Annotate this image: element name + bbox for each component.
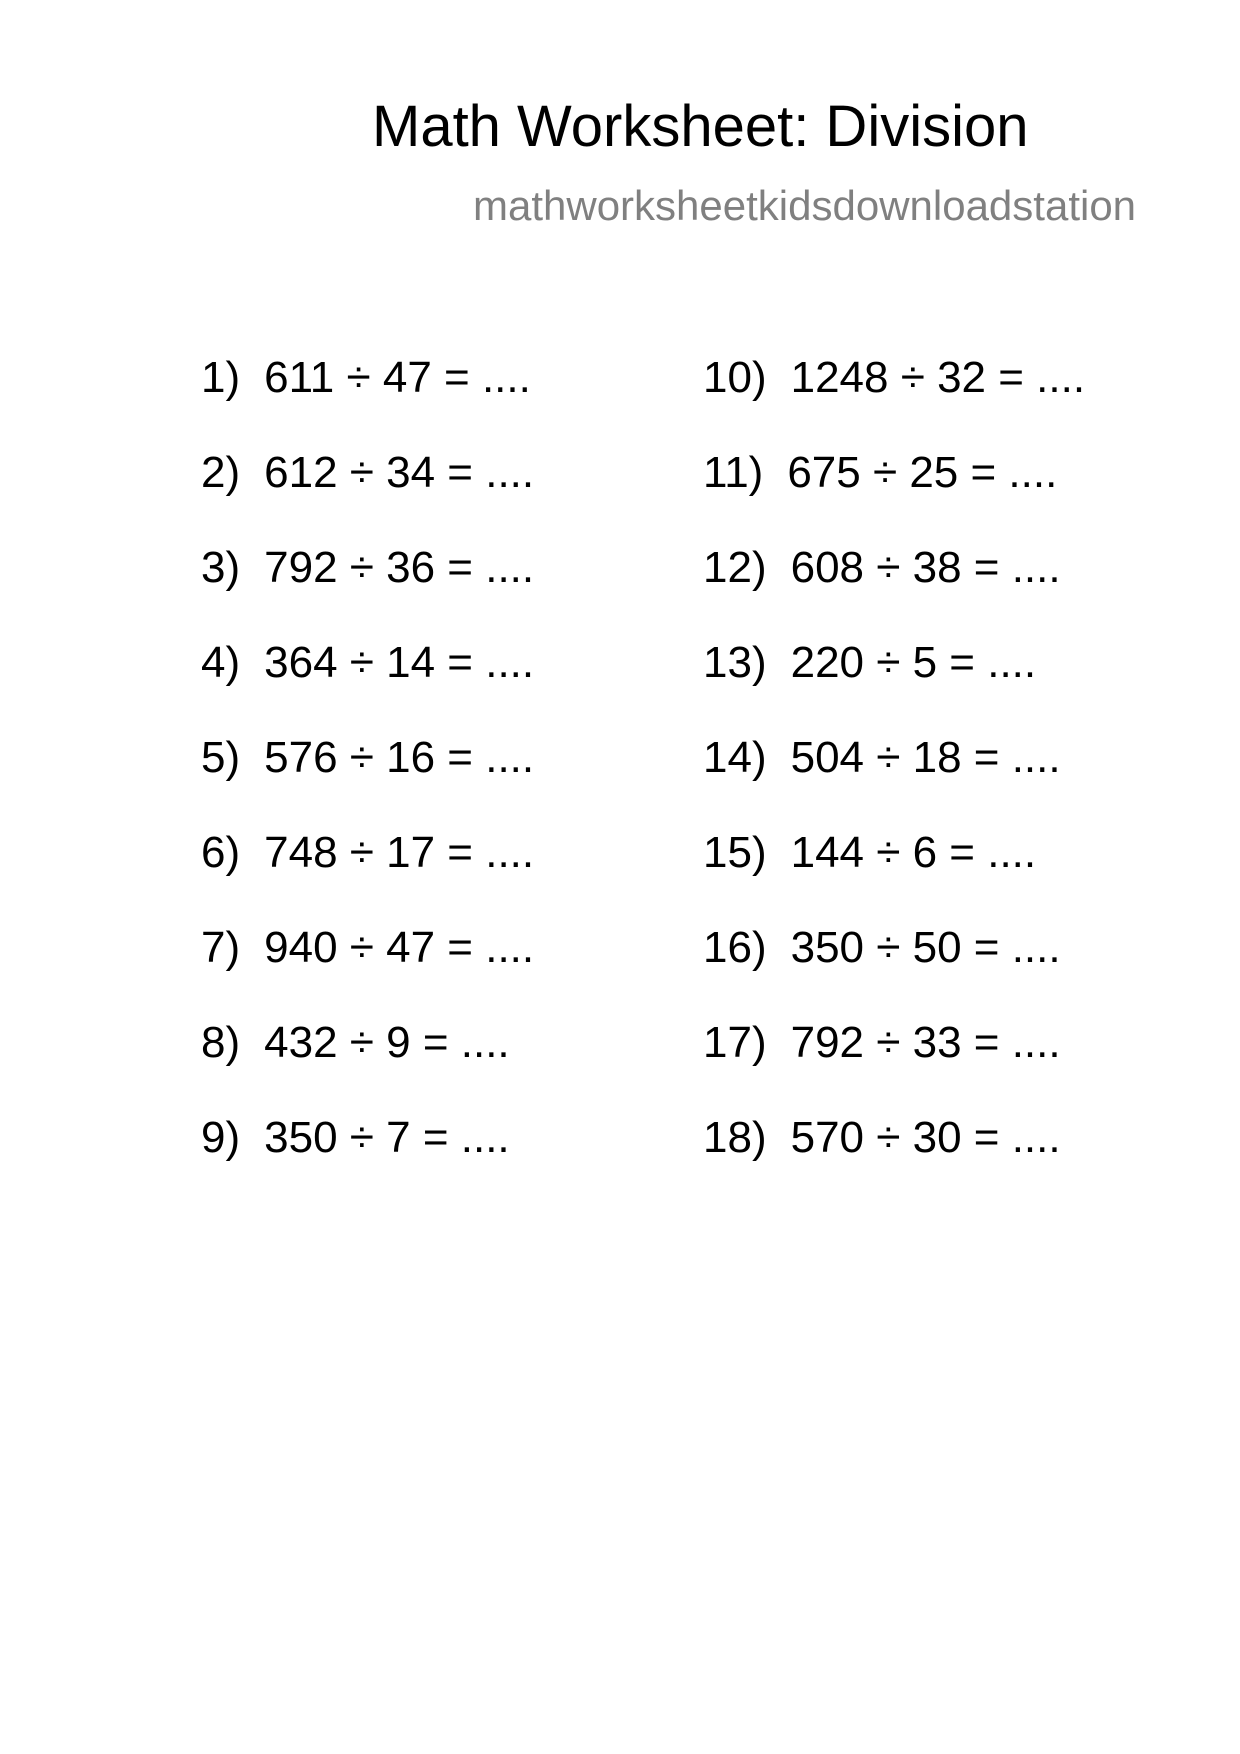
problem-expression: 792 ÷ 36 = ....: [264, 543, 535, 592]
problem-item: [703, 1113, 1061, 1162]
problem-number: 14): [703, 733, 767, 782]
problem-expression: 504 ÷ 18 = ....: [790, 733, 1061, 782]
problem-expression: 432 ÷ 9 = ....: [264, 1018, 510, 1067]
problem-item: [201, 1113, 510, 1162]
problem-expression: 350 ÷ 7 = ....: [264, 1113, 510, 1162]
problem-expression: 220 ÷ 5 = ....: [790, 638, 1037, 687]
problem-number: 17): [703, 1018, 767, 1067]
problem-expression: 612 ÷ 34 = ....: [264, 448, 535, 497]
problem-number: 11): [703, 448, 764, 497]
problem-expression: 792 ÷ 33 = ....: [790, 1018, 1061, 1067]
problem-item: [703, 543, 1061, 592]
problem-expression: 144 ÷ 6 = ....: [790, 828, 1037, 877]
problem-item: [703, 353, 1086, 402]
problem-number: 18): [703, 1113, 767, 1162]
problem-item: [703, 923, 1061, 972]
problem-item: [703, 638, 1037, 687]
problem-item: [201, 1018, 510, 1067]
problem-expression: 570 ÷ 30 = ....: [790, 1113, 1061, 1162]
problem-expression: 364 ÷ 14 = ....: [264, 638, 535, 687]
problem-expression: 1248 ÷ 32 = ....: [790, 353, 1086, 402]
problem-item: [201, 733, 535, 782]
problem-expression: 608 ÷ 38 = ....: [790, 543, 1061, 592]
problem-number: 2): [201, 448, 241, 497]
problem-item: [201, 448, 535, 497]
problem-item: [703, 448, 1058, 497]
problem-number: 13): [703, 638, 767, 687]
problem-item: [201, 828, 535, 877]
problem-number: 15): [703, 828, 767, 877]
problem-number: 3): [201, 543, 241, 592]
problem-item: [201, 543, 535, 592]
problem-expression: 611 ÷ 47 = ....: [264, 353, 531, 402]
problem-item: [703, 828, 1037, 877]
problem-number: 1): [201, 353, 241, 402]
problem-item: [703, 733, 1061, 782]
problem-number: 10): [703, 353, 767, 402]
problem-number: 12): [703, 543, 767, 592]
problem-item: [703, 1018, 1061, 1067]
problem-number: 9): [201, 1113, 241, 1162]
problem-expression: 350 ÷ 50 = ....: [790, 923, 1061, 972]
problem-expression: 940 ÷ 47 = ....: [264, 923, 535, 972]
problem-number: 16): [703, 923, 767, 972]
problem-expression: 748 ÷ 17 = ....: [264, 828, 535, 877]
problem-item: [201, 638, 535, 687]
page-subtitle: mathworksheetkidsdownloadstation: [473, 182, 1137, 229]
problem-item: [201, 923, 535, 972]
problem-expression: 576 ÷ 16 = ....: [264, 733, 535, 782]
problem-number: 5): [201, 733, 241, 782]
problem-number: 4): [201, 638, 241, 687]
problem-expression: 675 ÷ 25 = ....: [787, 448, 1058, 497]
problem-number: 6): [201, 828, 241, 877]
problem-number: 8): [201, 1018, 241, 1067]
problem-number: 7): [201, 923, 241, 972]
problem-item: [201, 353, 531, 402]
page-title: Math Worksheet: Division: [372, 94, 1029, 159]
